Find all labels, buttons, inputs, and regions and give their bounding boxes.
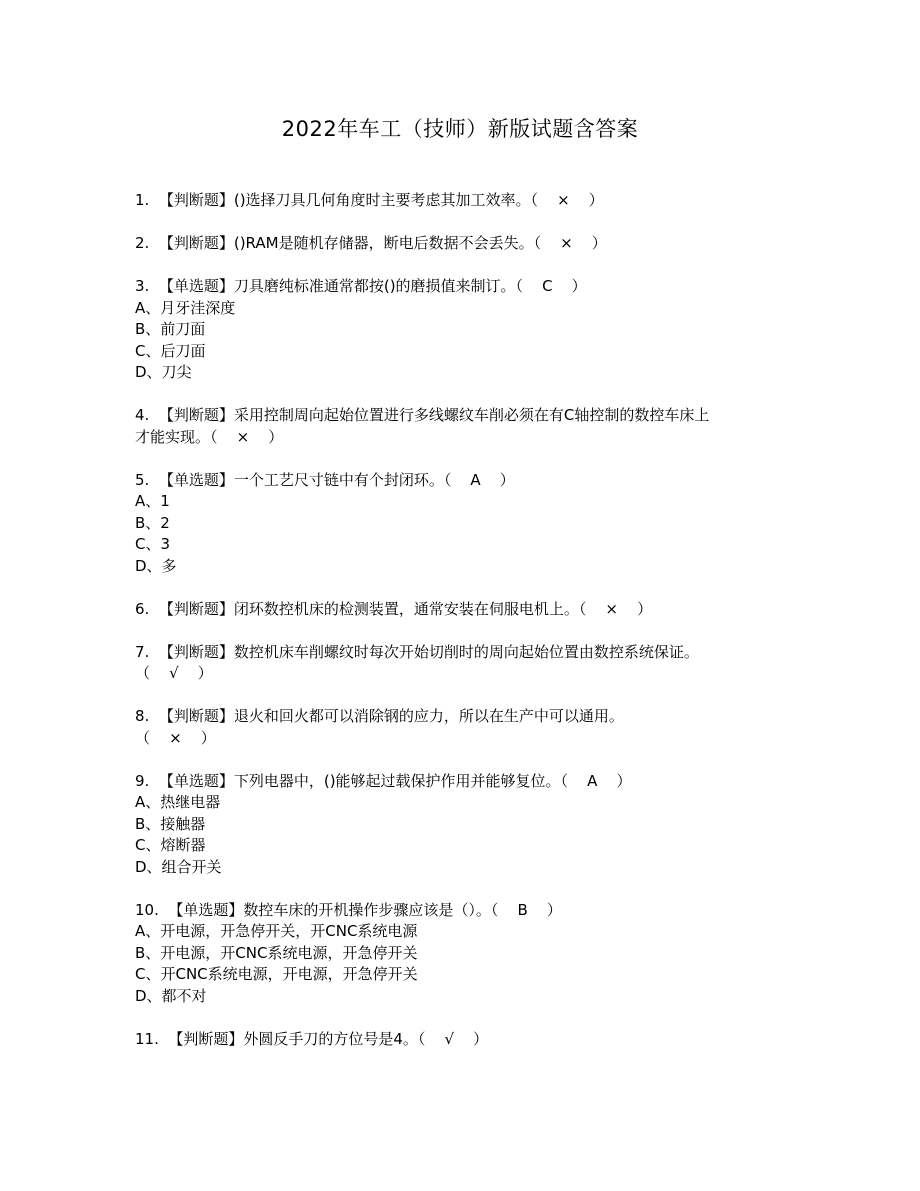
spacer xyxy=(135,749,795,771)
question-line: （ × ） xyxy=(135,728,216,747)
option-line: A、热继电器 xyxy=(135,793,221,811)
question-line: 5. 【单选题】一个工艺尺寸链中有个封闭环。（ A ） xyxy=(135,470,515,489)
option-line: A、开电源，开急停开关，开CNC系统电源 xyxy=(135,922,418,940)
question-line: 7. 【判断题】数控机床车削螺纹时每次开始切削时的周向起始位置由数控系统保证。 xyxy=(135,642,699,661)
question-line: 才能实现。（ × ） xyxy=(135,427,284,446)
option-line: D、组合开关 xyxy=(135,857,222,876)
option-line: D、都不对 xyxy=(135,986,207,1005)
document-title: 2022年车工（技师）新版试题含答案 xyxy=(281,117,639,141)
option-line: B、2 xyxy=(135,513,170,532)
question-list xyxy=(135,190,795,1050)
question-4 xyxy=(135,405,795,448)
question-line: 9. 【单选题】下列电器中，()能够起过载保护作用并能够复位。（ A ） xyxy=(135,771,632,790)
spacer xyxy=(135,620,795,642)
question-line: 8. 【判断题】退火和回火都可以消除钢的应力，所以在生产中可以通用。 xyxy=(135,707,624,725)
question-line: 1. 【判断题】()选择刀具几何角度时主要考虑其加工效率。（ × ） xyxy=(135,191,604,209)
option-line: D、多 xyxy=(135,556,177,575)
question-line: 4. 【判断题】采用控制周向起始位置进行多线螺纹车削必须在有C轴控制的数控车床上 xyxy=(135,406,710,424)
option-line: B、前刀面 xyxy=(135,320,206,338)
option-line: C、熔断器 xyxy=(135,836,206,854)
question-line: 11. 【判断题】外圆反手刀的方位号是4。（ √ ） xyxy=(135,1029,489,1048)
question-line: （ √ ） xyxy=(135,664,213,682)
option-line: D、刀尖 xyxy=(135,363,192,381)
spacer xyxy=(135,448,795,470)
question-11 xyxy=(135,1029,795,1051)
option-line: B、开电源，开CNC系统电源，开急停开关 xyxy=(135,943,418,962)
option-line: A、1 xyxy=(135,492,170,510)
option-line: C、后刀面 xyxy=(135,341,206,360)
option-line: B、接触器 xyxy=(135,814,206,833)
question-line: 3. 【单选题】刀具磨纯标准通常都按()的磨损值来制订。（ C ） xyxy=(135,277,587,295)
question-9 xyxy=(135,771,795,879)
option-line: A、月牙洼深度 xyxy=(135,298,236,317)
question-3 xyxy=(135,276,795,384)
question-line: 2. 【判断题】()RAM是随机存储器，断电后数据不会丢失。（ × ） xyxy=(135,234,607,252)
spacer xyxy=(135,255,795,277)
spacer xyxy=(135,878,795,900)
spacer xyxy=(135,577,795,599)
spacer xyxy=(135,685,795,707)
spacer xyxy=(135,384,795,406)
question-2 xyxy=(135,233,795,255)
spacer xyxy=(135,212,795,234)
question-8 xyxy=(135,706,795,749)
question-7 xyxy=(135,642,795,685)
spacer xyxy=(135,1007,795,1029)
question-line: 6. 【判断题】闭环数控机床的检测装置，通常安装在伺服电机上。（ × ） xyxy=(135,599,653,618)
question-10 xyxy=(135,900,795,1008)
question-line: 10. 【单选题】数控车床的开机操作步骤应该是（）。（ B ） xyxy=(135,900,562,919)
question-5 xyxy=(135,470,795,578)
question-1 xyxy=(135,190,795,212)
option-line: C、3 xyxy=(135,535,171,553)
option-line: C、开CNC系统电源，开电源，开急停开关 xyxy=(135,965,418,983)
question-6 xyxy=(135,599,795,621)
